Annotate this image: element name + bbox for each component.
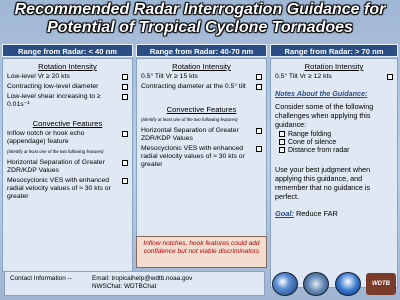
column-header: Range from Radar: 40-70 nm [136, 44, 267, 57]
checkbox-icon[interactable] [387, 74, 393, 80]
title-line-1: Recommended Radar Interrogation Guidance for [14, 1, 386, 18]
checkbox-icon[interactable] [256, 84, 262, 90]
instruction-note: (Identify at least one of the two following features) [141, 117, 238, 122]
title-line-2: Potential of Tropical Cyclone Tornadoes [47, 19, 353, 36]
nws-logo-icon [303, 272, 329, 296]
checkbox-icon[interactable] [122, 84, 128, 90]
challenge-item: Distance from radar [279, 147, 393, 155]
goal-text: Reduce FAR [295, 209, 338, 218]
challenge-item: Range folding [279, 131, 393, 139]
column-under-40nm [2, 44, 133, 288]
checkbox-icon [279, 131, 285, 137]
column-body [136, 58, 267, 238]
checkbox-icon[interactable] [256, 74, 262, 80]
contact-email[interactable]: Email: tropicalhelp@wdtb.noaa.gov [92, 275, 193, 282]
noaa-seal-logo-icon [335, 272, 361, 296]
caution-note: Inflow notches, hook features could add confidence but not viable discriminators [136, 236, 267, 268]
checklist-item: Horizontal Separation of Greater ZDR/KDP Values [141, 127, 262, 143]
page-title [0, 1, 400, 37]
checklist-item: Low-level shear increasing to ≥ 0.01s⁻¹ [7, 93, 128, 109]
convective-title: Convective Features [166, 105, 237, 114]
judgment-text: Use your best judgment when applying this guidance, and remember that no guidance is perfect. [275, 165, 371, 201]
checklist-item: Low-level Vr ≥ 20 kts [7, 73, 128, 81]
checkbox-icon[interactable] [122, 131, 128, 137]
contact-chat[interactable]: NWSChat: WDTBChat [92, 283, 157, 290]
checklist-item: Contracting diameter at the 0.5° tilt [141, 83, 262, 91]
challenge-item: Cone of silence [279, 139, 393, 147]
column-body [270, 58, 398, 288]
column-over-70nm [270, 44, 398, 288]
notes-text: Consider some of the following challenges when applying this guidance: [275, 102, 374, 129]
checkbox-icon[interactable] [122, 178, 128, 184]
wdtb-logo-icon: WDTB [366, 273, 396, 295]
rotation-title: Rotation Intensity [38, 62, 97, 71]
notes-title: Notes About the Guidance: [275, 89, 368, 98]
contact-label: Contact Information -- [10, 275, 72, 282]
noaa-logo-icon [272, 272, 298, 296]
convective-title: Convective Features [32, 119, 103, 128]
checkbox-icon[interactable] [122, 74, 128, 80]
goal-label: Goal: [275, 209, 294, 218]
checklist-item: 0.5° Tilt Vr ≥ 15 kts [141, 73, 262, 81]
checklist-item: Horizontal Separation of Greater ZDR/KDP Values [7, 159, 128, 175]
checkbox-icon[interactable] [256, 128, 262, 134]
goal-line [275, 209, 393, 218]
rotation-title: Rotation Intensity [304, 62, 364, 71]
column-body [2, 58, 133, 272]
rotation-title: Rotation Intensity [172, 62, 231, 71]
checklist-item: Mesocyclonic VES with enhanced radial velocity values of ≈ 30 kts or greater [141, 145, 262, 169]
contact-box [4, 271, 265, 296]
checkbox-icon[interactable] [122, 160, 128, 166]
instruction-note: (Identify at least one of the two following features) [7, 149, 104, 154]
checklist-item: 0.5° Tilt Vr ≥ 12 kts [275, 73, 393, 81]
column-header: Range from Radar: > 70 nm [270, 44, 398, 57]
checkbox-icon[interactable] [122, 94, 128, 100]
checklist-item: Mesocyclonic VES with enhanced radial velocity values of ≈ 30 kts or greater [7, 177, 128, 201]
checklist-item: Contracting low-level diameter [7, 83, 128, 91]
checklist-item: Inflow notch or hook echo (appendage) feature [7, 130, 128, 146]
column-header: Range from Radar: < 40 nm [2, 44, 133, 57]
logo-strip [270, 271, 398, 297]
checkbox-icon [279, 147, 285, 153]
checkbox-icon [279, 139, 285, 145]
checkbox-icon[interactable] [256, 146, 262, 152]
